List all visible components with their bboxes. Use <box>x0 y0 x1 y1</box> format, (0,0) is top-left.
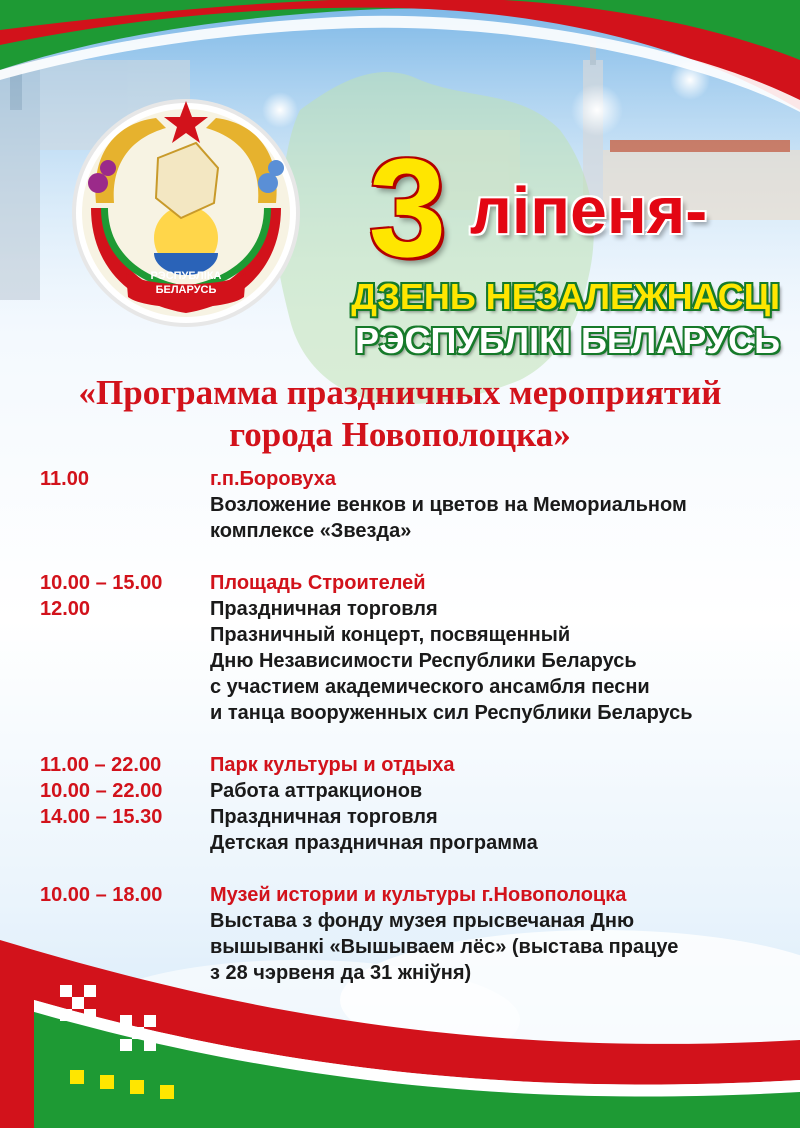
event-time: 10.00 – 18.00 <box>40 884 163 906</box>
schedule-row <box>40 596 780 622</box>
event-description: Дню Независимости Республики Беларусь <box>210 650 637 672</box>
event-description: Работа аттракционов <box>210 780 423 802</box>
date-month: ліпеня- <box>470 173 708 247</box>
program-title-line1: «Программа праздничных мероприятий <box>78 373 722 412</box>
schedule-row <box>40 752 780 778</box>
event-time <box>40 830 210 856</box>
program-title <box>20 372 780 456</box>
schedule-row <box>40 700 780 726</box>
event-time: 11.00 – 22.00 <box>40 754 162 776</box>
emblem-ribbon-text <box>126 265 246 305</box>
program-title-line2: города Новополоцка» <box>229 415 571 454</box>
sparkle <box>571 84 623 136</box>
schedule-row <box>40 882 780 908</box>
event-time: 14.00 – 15.30 <box>40 806 163 828</box>
schedule <box>40 466 780 1012</box>
event-time: 12.00 <box>40 598 91 620</box>
event-time <box>40 492 210 518</box>
holiday-title-line2: РЭСПУБЛІКІ БЕЛАРУСЬ <box>354 320 780 361</box>
schedule-row <box>40 960 780 986</box>
event-description: комплексе «Звезда» <box>210 520 412 542</box>
event-time <box>40 622 210 648</box>
event-time <box>40 960 210 986</box>
event-time <box>40 934 210 960</box>
schedule-row <box>40 830 780 856</box>
event-venue: Парк культуры и отдыха <box>210 754 455 776</box>
event-description: Праздничная торговля <box>210 598 438 620</box>
schedule-row <box>40 622 780 648</box>
event-description: з 28 чэрвеня да 31 жніўня) <box>210 962 472 984</box>
event-description: Детская праздничная программа <box>210 832 538 854</box>
event-time <box>40 648 210 674</box>
event-description: Возложение венков и цветов на Мемориальном <box>210 494 687 516</box>
event-venue: г.п.Боровуха <box>210 468 336 490</box>
sparkle <box>670 60 710 100</box>
event-description: Выстава з фонду музея прысвечаная Дню <box>210 910 635 932</box>
sparkle <box>262 92 298 128</box>
schedule-row <box>40 908 780 934</box>
event-time <box>40 908 210 934</box>
schedule-row <box>40 518 780 544</box>
schedule-section <box>40 882 780 986</box>
event-time: 11.00 <box>40 468 89 490</box>
event-time <box>40 518 210 544</box>
event-description: с участием академического ансамбля песни <box>210 676 650 698</box>
event-description: Празничный концерт, посвященный <box>210 624 571 646</box>
schedule-row <box>40 778 780 804</box>
schedule-row <box>40 934 780 960</box>
holiday-title-line1: ДЗЕНЬ НЕЗАЛЕЖНАСЦІ <box>351 276 780 317</box>
event-time <box>40 674 210 700</box>
event-venue: Музей истории и культуры г.Новополоцка <box>210 884 627 906</box>
event-time: 10.00 – 22.00 <box>40 780 163 802</box>
schedule-section <box>40 752 780 856</box>
date-day-number: 3 <box>368 129 447 286</box>
emblem-ribbon-line2: БЕЛАРУСЬ <box>155 284 217 296</box>
event-venue: Площадь Строителей <box>210 572 426 594</box>
schedule-row <box>40 466 780 492</box>
schedule-row <box>40 804 780 830</box>
schedule-row <box>40 674 780 700</box>
schedule-row <box>40 570 780 596</box>
event-description: вышыванкі «Вышываем лёс» (выстава працуе <box>210 936 679 958</box>
event-description: Праздничная торговля <box>210 806 438 828</box>
schedule-section <box>40 466 780 544</box>
schedule-row <box>40 492 780 518</box>
event-time <box>40 700 210 726</box>
event-description: и танца вооруженных сил Республики Беларусь <box>210 702 693 724</box>
emblem-ribbon-line1: РЭСПУБЛІКА <box>150 270 222 282</box>
schedule-row <box>40 648 780 674</box>
event-time: 10.00 – 15.00 <box>40 572 163 594</box>
schedule-section <box>40 570 780 726</box>
